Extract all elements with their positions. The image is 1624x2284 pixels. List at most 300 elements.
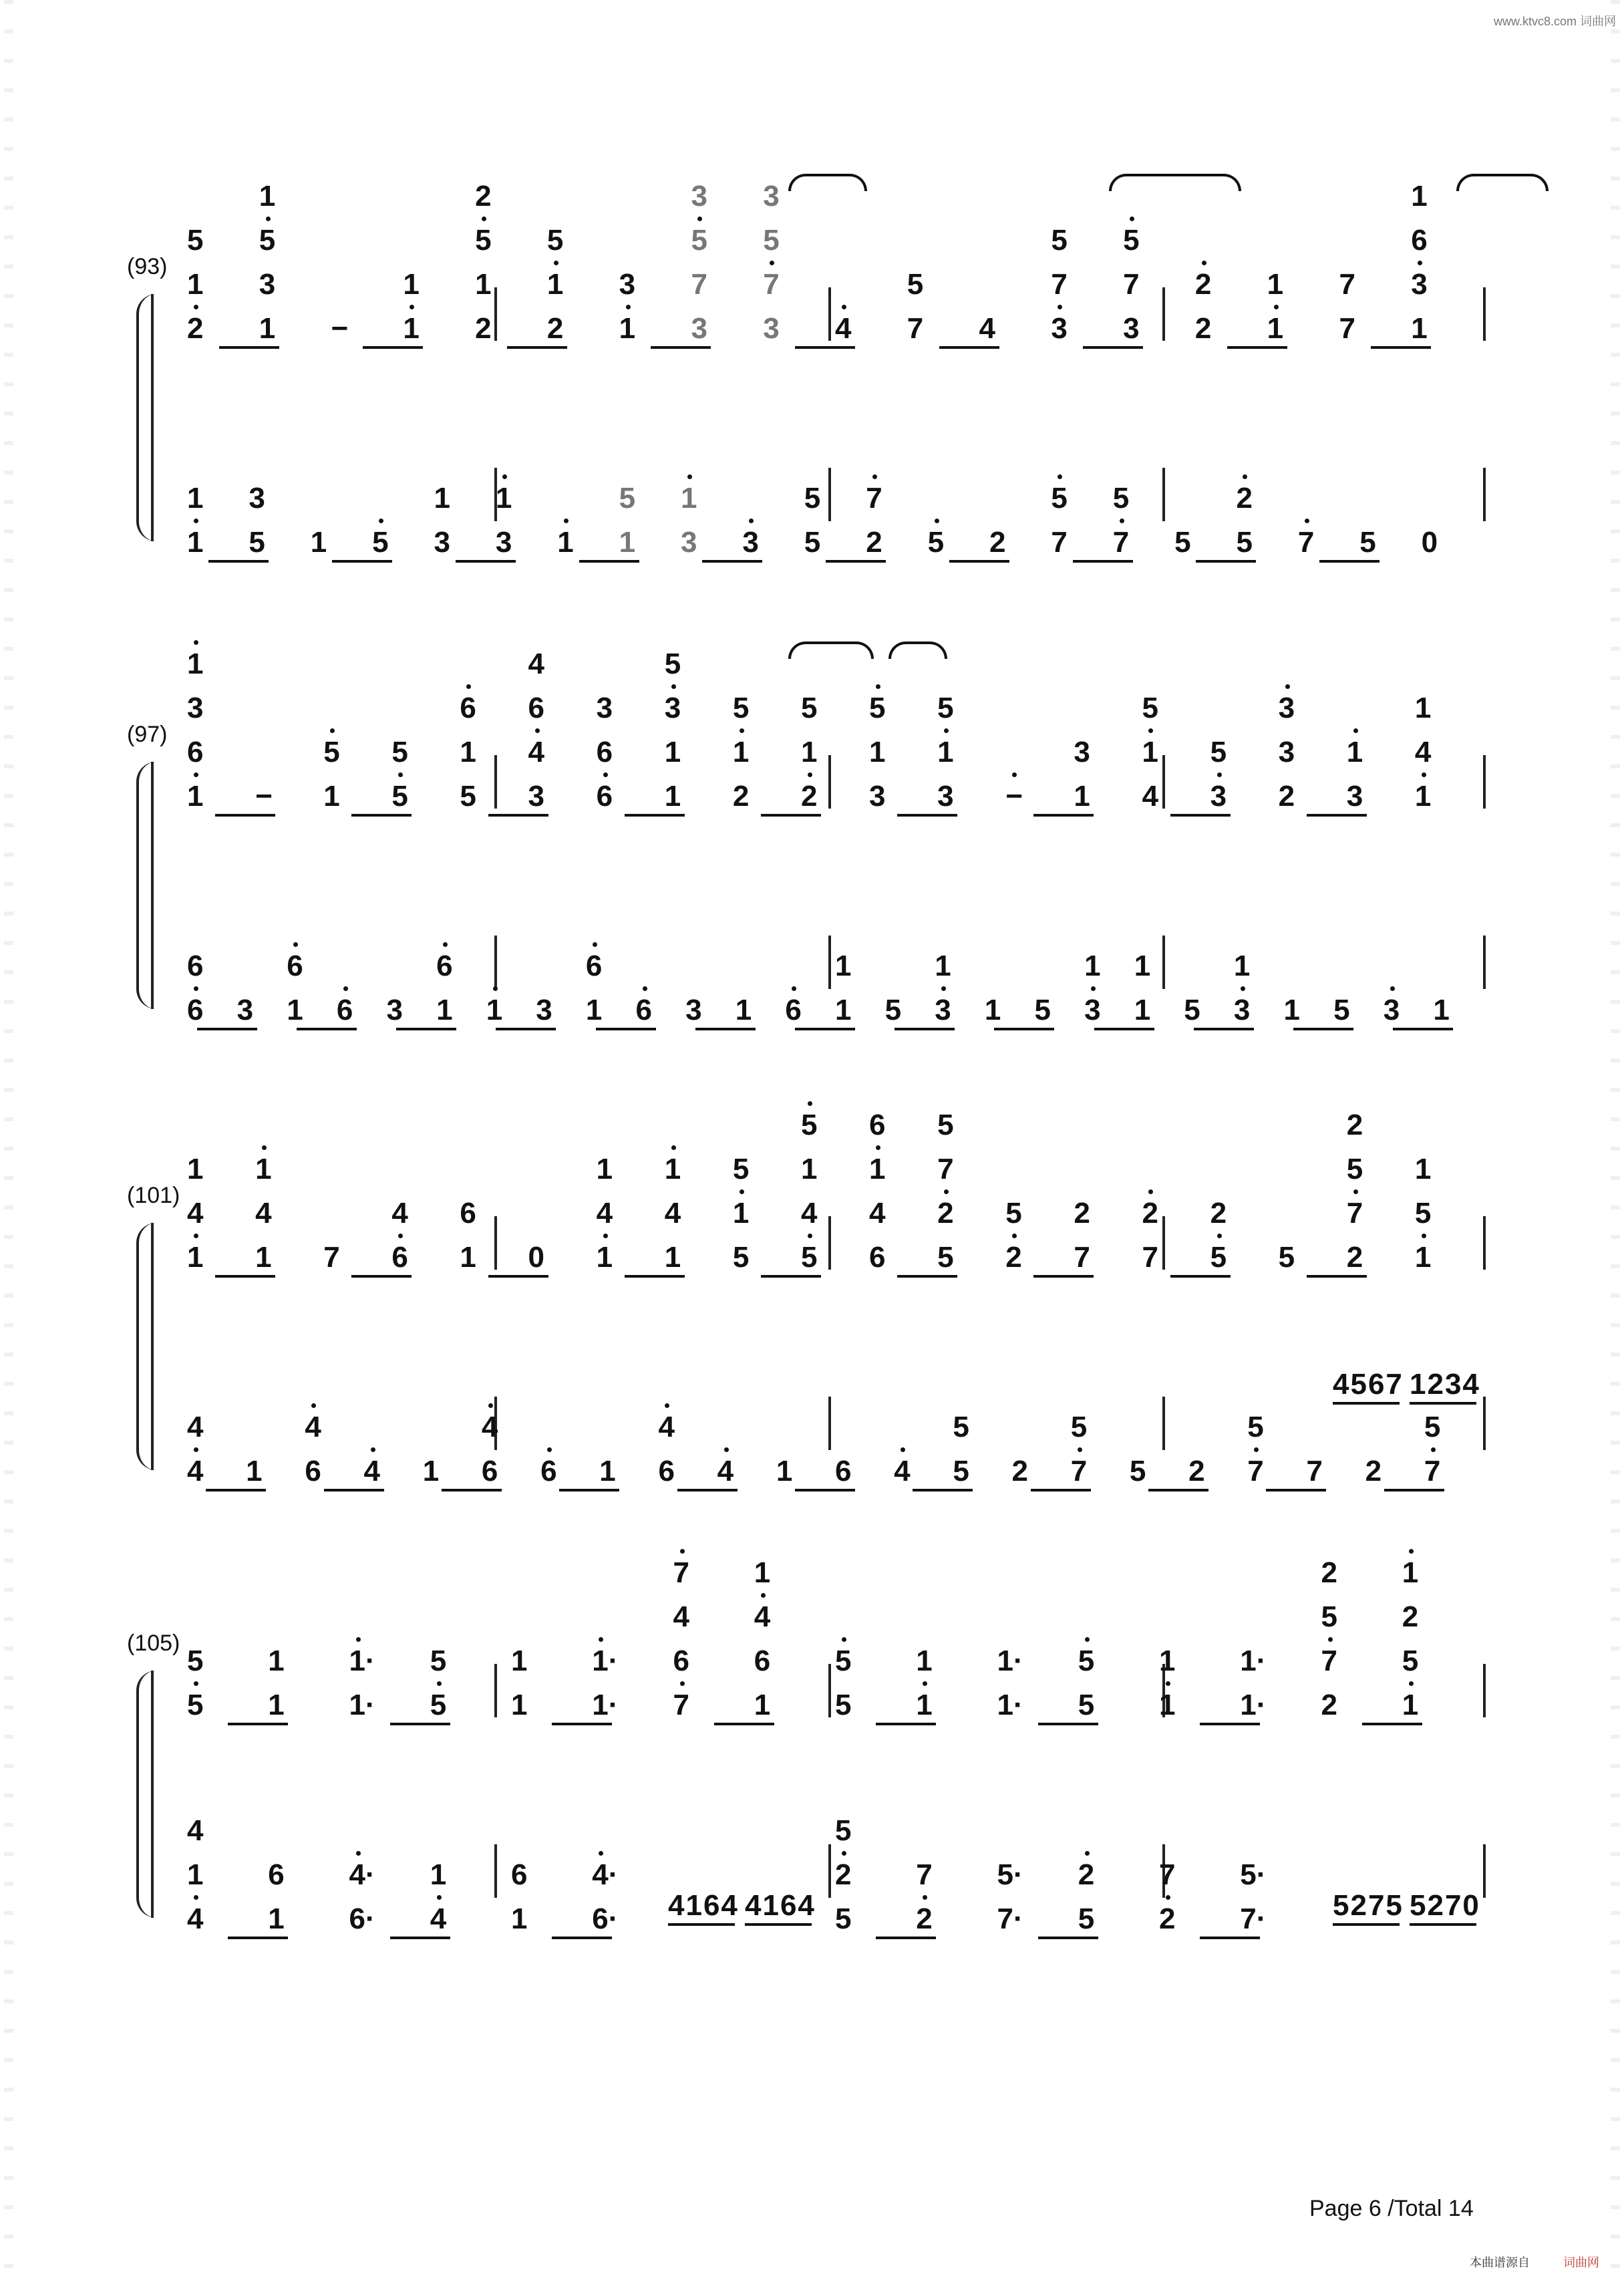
fast-run: 1234 <box>1410 1368 1480 1401</box>
note: 5 <box>1123 224 1140 257</box>
note: 1 <box>1134 994 1151 1026</box>
note: 1 <box>1283 994 1301 1026</box>
note: 5 <box>1005 1197 1022 1230</box>
note: 3 <box>1411 268 1428 301</box>
note: 1 <box>735 994 752 1026</box>
octave-dot <box>1422 772 1426 777</box>
note: 7 <box>1142 1241 1158 1274</box>
beam-underline <box>507 346 567 349</box>
site-mark: 词曲网 <box>1563 2256 1599 2269</box>
note: 6 <box>835 1455 852 1487</box>
note: 5 <box>546 224 564 257</box>
note: 4 <box>800 1197 818 1230</box>
note: 6 <box>391 1241 408 1274</box>
note: 5 <box>1359 526 1376 559</box>
note: 3 <box>763 312 780 345</box>
note: 7 <box>1346 1197 1363 1230</box>
note: 3 <box>495 526 512 559</box>
note: 1 <box>1084 950 1101 982</box>
beam-underline <box>651 346 711 349</box>
octave-dot <box>697 217 702 221</box>
note: 2 <box>989 526 1006 559</box>
octave-dot <box>1078 1447 1082 1452</box>
treble-staff <box>174 648 1496 813</box>
beam-underline <box>197 1028 257 1030</box>
note: 5 <box>372 526 389 559</box>
note: 2 <box>1078 1858 1095 1891</box>
note: 3 <box>386 994 403 1026</box>
beam-underline <box>496 1028 556 1030</box>
octave-dot <box>680 1549 685 1554</box>
beam-underline <box>1362 1723 1422 1725</box>
octave-dot <box>1217 772 1222 777</box>
octave-dot <box>437 1895 442 1900</box>
note: 5 <box>953 1411 969 1443</box>
octave-dot <box>740 1189 744 1194</box>
note: 1· <box>349 1689 375 1721</box>
note: 5 <box>619 482 636 515</box>
note: 5 <box>1112 482 1130 515</box>
beam-underline <box>228 1723 288 1725</box>
octave-dot <box>443 942 448 947</box>
note: 1 <box>475 268 492 301</box>
note: 4 <box>187 1197 204 1230</box>
note: 3 <box>1278 736 1295 768</box>
note: 4 <box>528 736 544 768</box>
beam-underline <box>390 1937 450 1939</box>
note: 5 <box>800 692 818 724</box>
bass-staff <box>174 428 1496 559</box>
note: 1 <box>268 1689 285 1721</box>
note: 1 <box>681 482 697 515</box>
note: 3 <box>1346 780 1363 813</box>
beam-underline <box>1073 560 1133 563</box>
note: 5 <box>835 1814 852 1847</box>
note: 1 <box>436 994 453 1026</box>
beam-underline <box>714 1723 774 1725</box>
octave-dot <box>1085 1637 1090 1642</box>
note: 5 <box>884 994 902 1026</box>
note: 2 <box>1194 312 1212 345</box>
note: 4 <box>528 648 544 680</box>
beam-underline <box>1319 560 1379 563</box>
note: 6 <box>187 950 204 982</box>
beam-underline <box>677 1489 738 1491</box>
note: 5 <box>800 1109 818 1141</box>
octave-dot <box>410 305 414 309</box>
note: 1 <box>310 526 327 559</box>
beam-underline <box>206 1489 266 1491</box>
octave-dot <box>876 1145 880 1150</box>
note: 1· <box>1240 1645 1267 1677</box>
octave-dot <box>194 640 198 645</box>
beam-underline <box>1083 346 1143 349</box>
run-beam <box>1410 1402 1476 1405</box>
note: 5 <box>1402 1645 1419 1677</box>
note: 3 <box>763 180 780 212</box>
note: 2 <box>1159 1902 1176 1935</box>
note: 6 <box>436 950 453 982</box>
note: 1 <box>259 180 276 212</box>
note: 7 <box>907 312 924 345</box>
beam-underline <box>390 1723 450 1725</box>
beam-underline <box>1293 1028 1353 1030</box>
note: 2 <box>1011 1455 1029 1487</box>
note: 1 <box>268 1645 285 1677</box>
run-beam <box>1333 1923 1400 1926</box>
note: 1 <box>1233 950 1251 982</box>
note: 4 <box>187 1411 204 1443</box>
note: − <box>1005 780 1023 813</box>
beam-underline <box>1307 1275 1367 1278</box>
octave-dot <box>1254 1447 1259 1452</box>
octave-dot <box>1409 1549 1414 1554</box>
note: 5 <box>691 224 707 257</box>
measure-number: (97) <box>127 722 168 747</box>
octave-dot <box>493 986 498 991</box>
tie-arc <box>888 641 947 659</box>
octave-dot <box>1285 684 1290 689</box>
octave-dot <box>1241 986 1245 991</box>
note: 5· <box>997 1858 1023 1891</box>
note: 1 <box>599 1455 616 1487</box>
octave-dot <box>724 1447 729 1452</box>
octave-dot <box>599 1637 603 1642</box>
note: 1 <box>287 994 303 1026</box>
note: 7 <box>323 1241 340 1274</box>
note: 1 <box>800 736 818 768</box>
page-number: Page 6 /Total 14 <box>1309 2196 1474 2221</box>
note: 1 <box>1414 1153 1432 1185</box>
note: 4· <box>349 1858 375 1891</box>
note: 5 <box>1333 994 1350 1026</box>
octave-dot <box>901 1447 905 1452</box>
note: 1 <box>1402 1556 1419 1589</box>
note: 6 <box>460 1197 476 1230</box>
beam-underline <box>1393 1028 1453 1030</box>
barline <box>494 936 497 989</box>
note: 5 <box>732 1153 750 1185</box>
note: 2 <box>866 526 882 559</box>
note: 7 <box>673 1556 689 1589</box>
note: 1 <box>596 1241 613 1274</box>
note: 6 <box>511 1858 528 1891</box>
note: 1 <box>259 312 276 345</box>
note: 5 <box>835 1645 852 1677</box>
note: 1 <box>1267 268 1284 301</box>
note: 1 <box>187 1858 204 1891</box>
beam-underline <box>1170 1275 1231 1278</box>
octave-dot <box>687 474 692 479</box>
note: 4 <box>1414 736 1432 768</box>
beam-underline <box>1200 1937 1260 1939</box>
beam-underline <box>702 560 762 563</box>
barline <box>828 1216 831 1270</box>
note: 1 <box>869 1153 886 1185</box>
octave-dot <box>564 519 569 523</box>
note: 3 <box>187 692 204 724</box>
note: 1 <box>619 526 636 559</box>
note: 2 <box>732 780 750 813</box>
note: 5 <box>1247 1411 1264 1443</box>
note: 5 <box>391 736 408 768</box>
note: 5 <box>1346 1153 1363 1185</box>
octave-dot <box>398 772 403 777</box>
barline <box>494 755 497 809</box>
barline <box>494 287 497 341</box>
note: 6 <box>268 1858 285 1891</box>
note: 3 <box>869 780 886 813</box>
note: 5· <box>1240 1858 1267 1891</box>
barline <box>1162 1397 1165 1450</box>
note: 5 <box>664 648 681 680</box>
side-watermark-left <box>4 0 13 2284</box>
note: 1 <box>495 482 512 515</box>
beam-underline <box>442 1489 502 1491</box>
note: 7· <box>997 1902 1023 1935</box>
note: 7 <box>937 1153 954 1185</box>
octave-dot <box>330 728 335 733</box>
note: 1 <box>403 268 420 301</box>
beam-underline <box>1033 1275 1094 1278</box>
octave-dot <box>842 1637 846 1642</box>
note: 5 <box>323 736 340 768</box>
note: 1 <box>732 736 750 768</box>
note: 5 <box>804 482 821 515</box>
note: 7 <box>1051 268 1068 301</box>
run-beam <box>745 1923 812 1926</box>
note: 6 <box>635 994 653 1026</box>
octave-dot <box>944 728 949 733</box>
note: 1· <box>592 1645 619 1677</box>
beam-underline <box>1200 1723 1260 1725</box>
octave-dot <box>1431 1447 1436 1452</box>
octave-dot <box>482 217 486 221</box>
octave-dot <box>466 684 471 689</box>
note: 1 <box>1411 180 1428 212</box>
octave-dot <box>792 986 796 991</box>
note: 5 <box>804 526 821 559</box>
note: 5 <box>391 780 408 813</box>
octave-dot <box>1353 1189 1358 1194</box>
note: 5 <box>937 692 954 724</box>
note: 1 <box>1414 1241 1432 1274</box>
note: 4 <box>391 1197 408 1230</box>
beam-underline <box>795 346 855 349</box>
fast-run: 5275 <box>1333 1889 1404 1922</box>
note: 3 <box>664 692 681 724</box>
note: 4 <box>187 1902 204 1935</box>
note: 5 <box>1129 1455 1146 1487</box>
note: 5 <box>937 1109 954 1141</box>
octave-dot <box>935 519 939 523</box>
barline <box>828 468 831 521</box>
note: 1 <box>1267 312 1284 345</box>
note: 4 <box>664 1197 681 1230</box>
note: 4 <box>596 1197 613 1230</box>
octave-dot <box>876 684 880 689</box>
beam-underline <box>488 1275 548 1278</box>
beam-underline <box>351 814 412 817</box>
tie-arc <box>788 641 874 659</box>
note: 5 <box>1174 526 1191 559</box>
octave-dot <box>1409 1681 1414 1686</box>
note: 7 <box>1321 1645 1337 1677</box>
note: 5 <box>1278 1241 1295 1274</box>
note: 2 <box>1236 482 1253 515</box>
octave-dot <box>194 1895 198 1900</box>
note: 5 <box>907 268 924 301</box>
note: 3 <box>536 994 552 1026</box>
note: 2 <box>1142 1197 1158 1230</box>
octave-dot <box>808 772 812 777</box>
note: 5 <box>1210 1241 1227 1274</box>
note: 3 <box>1084 994 1101 1026</box>
bass-staff <box>174 1804 1496 1935</box>
beam-underline <box>1307 814 1367 817</box>
note: 3 <box>249 482 265 515</box>
note: 5 <box>1078 1645 1095 1677</box>
run-beam <box>1333 1402 1400 1405</box>
note: 4 <box>363 1455 381 1487</box>
note: 1 <box>546 268 564 301</box>
note: 1 <box>1074 780 1090 813</box>
beam-underline <box>297 1028 357 1030</box>
beam-underline <box>1038 1723 1098 1725</box>
note: 5 <box>1051 224 1068 257</box>
note: 6 <box>287 950 303 982</box>
note: 3 <box>937 780 954 813</box>
octave-dot <box>311 1403 316 1408</box>
barline <box>828 287 831 341</box>
note: 2 <box>1194 268 1212 301</box>
note: 1 <box>664 780 681 813</box>
note: 5 <box>1236 526 1253 559</box>
octave-dot <box>593 942 597 947</box>
octave-dot <box>1305 519 1309 523</box>
beam-underline <box>324 1489 384 1491</box>
note: 5 <box>430 1689 447 1721</box>
beam-underline <box>695 1028 756 1030</box>
score-system <box>120 1096 1496 1487</box>
beam-underline <box>939 346 999 349</box>
barline <box>1483 287 1486 341</box>
note: 2 <box>1346 1109 1363 1141</box>
note: 5 <box>1078 1689 1095 1721</box>
beam-underline <box>795 1489 855 1491</box>
octave-dot <box>1243 474 1247 479</box>
note: 5 <box>732 1241 750 1274</box>
beam-underline <box>219 346 279 349</box>
beam-underline <box>1384 1489 1444 1491</box>
octave-dot <box>1202 261 1206 265</box>
note: 3 <box>685 994 702 1026</box>
octave-dot <box>502 474 507 479</box>
note: 5 <box>1414 1197 1432 1230</box>
beam-underline <box>826 560 886 563</box>
octave-dot <box>356 1637 361 1642</box>
beam-underline <box>1194 1028 1254 1030</box>
run-beam <box>1410 1923 1476 1926</box>
beam-underline <box>552 1937 612 1939</box>
note: 5 <box>259 224 276 257</box>
octave-dot <box>671 684 676 689</box>
barline <box>828 1664 831 1717</box>
barline <box>1162 287 1165 341</box>
beam-underline <box>559 1489 619 1491</box>
note: 1 <box>664 1241 681 1274</box>
note: 4 <box>658 1411 675 1443</box>
octave-dot <box>599 1851 603 1856</box>
barline <box>828 936 831 989</box>
octave-dot <box>808 1234 812 1238</box>
note: 1 <box>1142 736 1158 768</box>
note: 2 <box>916 1902 933 1935</box>
beam-underline <box>228 1937 288 1939</box>
note: − <box>331 312 349 345</box>
note: 4 <box>673 1600 689 1633</box>
octave-dot <box>1091 986 1096 991</box>
measure-number: (101) <box>127 1183 180 1208</box>
note: 1 <box>268 1902 285 1935</box>
beam-underline <box>1266 1489 1326 1491</box>
note: 6 <box>540 1455 557 1487</box>
note: 3 <box>1051 312 1068 345</box>
octave-dot <box>1418 261 1422 265</box>
note: 6 <box>673 1645 689 1677</box>
note: 3 <box>1210 780 1227 813</box>
note: 5 <box>187 1689 204 1721</box>
note: 1 <box>511 1645 528 1677</box>
treble-staff <box>174 1556 1496 1721</box>
barline <box>1162 1216 1165 1270</box>
note: 6 <box>596 780 613 813</box>
note: 1 <box>732 1197 750 1230</box>
note: 1 <box>1402 1689 1419 1721</box>
note: 4 <box>717 1455 734 1487</box>
note: 3 <box>1074 736 1090 768</box>
note: 5 <box>475 224 492 257</box>
note: 1· <box>592 1689 619 1721</box>
beam-underline <box>897 1275 957 1278</box>
octave-dot <box>1130 217 1134 221</box>
note: 1 <box>187 1241 204 1274</box>
tie-arc <box>1109 174 1241 191</box>
note: 6 <box>528 692 544 724</box>
note: 6 <box>187 736 204 768</box>
note: 1 <box>776 1455 793 1487</box>
beam-underline <box>396 1028 456 1030</box>
beam-underline <box>994 1028 1054 1030</box>
barline <box>1483 1664 1486 1717</box>
octave-dot <box>1058 474 1062 479</box>
barline <box>1483 755 1486 809</box>
beam-underline <box>913 1489 973 1491</box>
octave-dot <box>842 305 846 309</box>
note: 1 <box>664 736 681 768</box>
octave-dot <box>194 1447 198 1452</box>
note: 1 <box>754 1556 771 1589</box>
note: 1 <box>323 780 340 813</box>
note: 5 <box>1034 994 1051 1026</box>
treble-staff <box>174 180 1496 345</box>
note: 5 <box>1424 1411 1441 1443</box>
note: 7 <box>1112 526 1130 559</box>
note: 4 <box>754 1600 771 1633</box>
octave-dot <box>1166 1681 1170 1686</box>
source-mark: 本曲谱源自 <box>1470 2256 1530 2269</box>
note: 7 <box>763 268 780 301</box>
